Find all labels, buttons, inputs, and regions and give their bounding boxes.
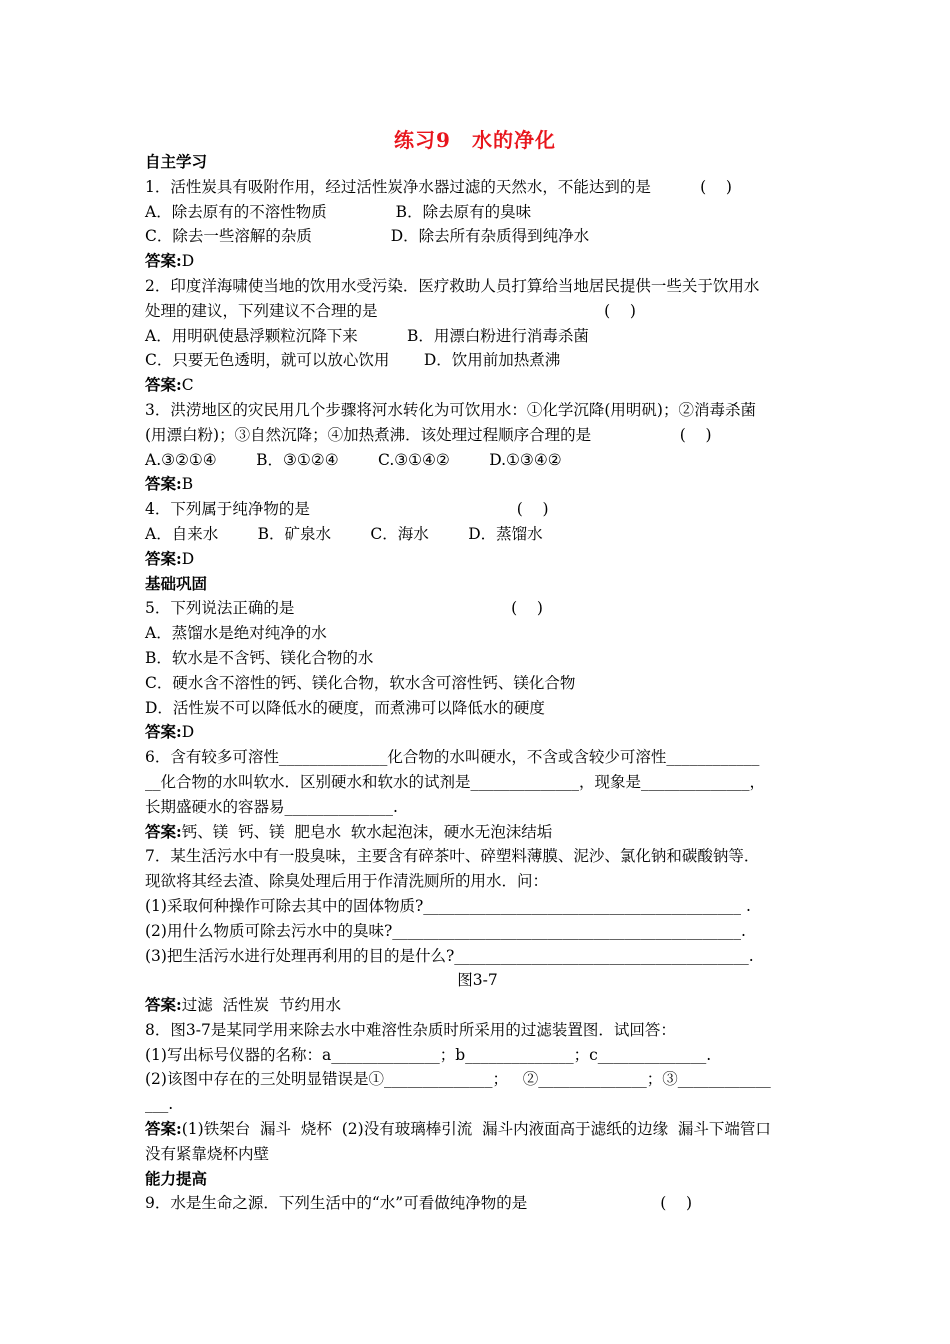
text-line: A．用明矾使悬浮颗粒沉降下来 B．用漂白粉进行消毒杀菌 (145, 326, 589, 345)
answer-line (145, 1117, 810, 1142)
text-line: D．活性炭不可以降低水的硬度，而煮沸可以降低水的硬度 (145, 698, 545, 717)
text-line: 8．图3-7是某同学用来除去水中难溶性杂质时所采用的过滤装置图．试回答： (145, 1020, 676, 1039)
answer-label: 答案: (145, 375, 182, 395)
text-line: A．蒸馏水是绝对纯净的水 (145, 624, 327, 643)
text-line: 长期盛硬水的容器易______________. (145, 797, 398, 816)
answer-line (145, 373, 810, 398)
answer-label: 答案: (145, 474, 182, 494)
section-heading: 自主学习 (145, 152, 208, 171)
page-title: 练习9 水的净化 (394, 128, 556, 152)
text-line: (2)该图中存在的三处明显错误是①______________； ②______________；③____________ (145, 1070, 771, 1089)
text-line: A．除去原有的不溶性物质 B．除去原有的臭味 (145, 202, 532, 221)
answer-line (145, 820, 810, 845)
text-line: 1．活性炭具有吸附作用，经过活性炭净水器过滤的天然水，不能达到的是 ( ) (145, 177, 732, 196)
text-line: 没有紧靠烧杯内壁 (145, 1144, 270, 1163)
document-body (145, 150, 810, 1216)
answer-text: B (181, 475, 194, 494)
text-line: (1)写出标号仪器的名称：a______________；b______________；c______________. (145, 1045, 712, 1064)
answer-line (145, 547, 810, 572)
text-line: 4．下列属于纯净物的是 ( ) (145, 500, 549, 519)
answer-text: D (181, 549, 195, 568)
answer-label: 答案: (145, 821, 182, 841)
section-heading: 基础巩固 (145, 573, 208, 593)
text-line: 处理的建议，下列建议不合理的是 ( ) (145, 301, 636, 320)
answer-label: 答案: (145, 722, 182, 742)
answer-label: 答案: (145, 995, 182, 1015)
answer-line (145, 720, 810, 745)
answer-text: (1)铁架台 漏斗 烧杯 (2)没有玻璃棒引流 漏斗内液面高于滤纸的边缘 漏斗下端管口 (181, 1120, 771, 1139)
text-line: 9．水是生命之源．下列生活中的“水”可看做纯净物的是 ( ) (145, 1194, 693, 1213)
text-line: (1)采取何种操作可除去其中的固体物质?_________________________________________ . (145, 896, 751, 915)
text-line: (2)用什么物质可除去污水中的臭味?_____________________________________________. (145, 921, 746, 940)
text-line: (3)把生活污水进行处理再利用的目的是什么?______________________________________. (145, 946, 754, 965)
text-line: B．软水是不含钙、镁化合物的水 (145, 648, 374, 667)
answer-text: D (181, 723, 195, 742)
figure-caption: 图3-7 (457, 971, 498, 990)
answer-text: 钙、镁 钙、镁 肥皂水 软水起泡沫，硬水无泡沫结垢 (181, 822, 553, 841)
text-line: 现欲将其经去渣、除臭处理后用于作清洗厕所的用水．问： (145, 872, 549, 891)
answer-label: 答案: (145, 548, 182, 568)
text-line: __化合物的水叫软水．区别硬水和软水的试剂是______________，现象是______________， (145, 772, 766, 791)
text-line: A．自来水 B．矿泉水 C．海水 D．蒸馏水 (145, 524, 543, 543)
text-line: 5．下列说法正确的是 ( ) (145, 599, 543, 618)
answer-line (145, 249, 810, 274)
section-heading: 能力提高 (145, 1168, 208, 1188)
text-line: C．除去一些溶解的杂质 D．除去所有杂质得到纯净水 (145, 227, 590, 246)
text-line: 6．含有较多可溶性______________化合物的水叫硬水，不含或含较少可溶性____________ (145, 748, 760, 767)
answer-line (145, 472, 810, 497)
text-line: 7．某生活污水中有一股臭味，主要含有碎茶叶、碎塑料薄膜、泥沙、氯化钠和碳酸钠等． (145, 847, 760, 866)
answer-label: 答案: (145, 1119, 182, 1139)
text-line: A.③②①④ B．③①②④ C.③①④② D.①③④② (145, 450, 562, 469)
text-line: ___. (145, 1095, 174, 1114)
text-line: 2．印度洋海啸使当地的饮用水受污染．医疗救助人员打算给当地居民提供一些关于饮用水 (145, 276, 760, 295)
answer-label: 答案: (145, 251, 182, 271)
text-line: C．硬水含不溶性的钙、镁化合物，软水含可溶性钙、镁化合物 (145, 673, 576, 692)
text-line: C．只要无色透明，就可以放心饮用 D．饮用前加热煮沸 (145, 351, 561, 370)
text-line: 3．洪涝地区的灾民用几个步骤将河水转化为可饮用水：①化学沉降(用明矾)；②消毒杀菌 (145, 400, 756, 419)
text-line: (用漂白粉)；③自然沉降；④加热煮沸．该处理过程顺序合理的是 ( ) (145, 425, 712, 444)
answer-text: C (181, 376, 194, 395)
answer-text: 过滤 活性炭 节约用水 (181, 996, 341, 1015)
answer-text: D (181, 252, 195, 271)
answer-line (145, 993, 810, 1018)
